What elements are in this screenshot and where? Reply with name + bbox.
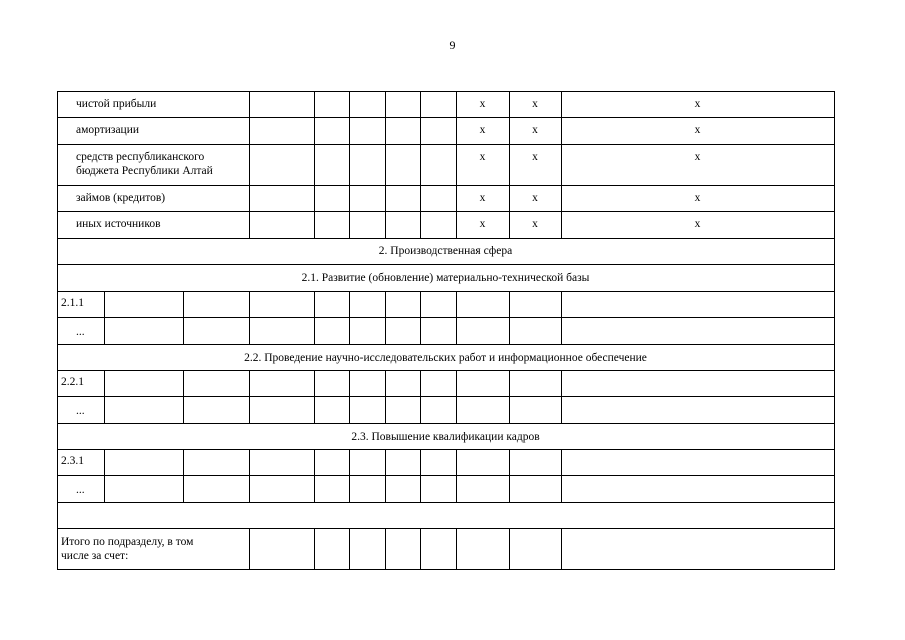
subsection-title: 2.1. Развитие (обновление) материально-технической базы [301, 272, 590, 284]
row-border [57, 91, 835, 92]
not-applicable-mark: x [532, 218, 538, 230]
column-border [456, 91, 457, 238]
row-border [57, 117, 835, 118]
column-border [104, 449, 105, 502]
row-border [57, 344, 835, 345]
table-left-border [57, 91, 58, 569]
page-number: 9 [449, 38, 456, 52]
column-border [349, 91, 350, 238]
not-applicable-mark: x [694, 192, 701, 204]
column-border [249, 370, 250, 423]
item-ellipsis: ... [76, 405, 85, 417]
not-applicable-mark: x [479, 98, 486, 110]
column-border [509, 528, 510, 569]
column-border [314, 528, 315, 569]
row-border [57, 569, 835, 570]
row-border [57, 238, 835, 239]
funding-source-label: чистой прибыли [76, 98, 157, 110]
funding-source-label: средств республиканского [76, 151, 205, 163]
not-applicable-mark: x [532, 151, 538, 163]
row-border [57, 423, 835, 424]
not-applicable-mark: x [694, 98, 701, 110]
item-ellipsis: ... [76, 326, 85, 338]
not-applicable-mark: x [694, 218, 701, 230]
column-border [385, 91, 386, 238]
subsection-title: 2.2. Проведение научно-исследовательских работ и информационное обеспечение [244, 352, 647, 364]
row-border [57, 396, 835, 397]
column-border [104, 370, 105, 423]
item-number: 2.2.1 [61, 376, 84, 388]
column-border [314, 370, 315, 423]
column-border [183, 291, 184, 344]
not-applicable-mark: x [479, 151, 486, 163]
row-border [57, 502, 835, 503]
column-border [456, 291, 457, 344]
row-border [57, 528, 835, 529]
funding-source-label: займов (кредитов) [76, 192, 166, 204]
column-border [314, 291, 315, 344]
column-border [385, 370, 386, 423]
column-border [104, 291, 105, 344]
item-number: 2.3.1 [61, 455, 84, 467]
column-border [561, 528, 562, 569]
column-border [249, 291, 250, 344]
row-border [57, 291, 835, 292]
column-border [349, 528, 350, 569]
column-border [249, 91, 250, 238]
column-border [183, 449, 184, 502]
column-border [349, 291, 350, 344]
total-label: Итого по подразделу, в том [61, 536, 194, 548]
row-border [57, 211, 835, 212]
not-applicable-mark: x [532, 192, 538, 204]
column-border [420, 370, 421, 423]
column-border [349, 449, 350, 502]
not-applicable-mark: x [479, 192, 486, 204]
column-border [509, 91, 510, 238]
row-border [57, 449, 835, 450]
subsection-title: 2.3. Повышение квалификации кадров [351, 431, 540, 443]
not-applicable-mark: x [694, 124, 701, 136]
column-border [349, 370, 350, 423]
column-border [456, 528, 457, 569]
column-border [385, 449, 386, 502]
item-ellipsis: ... [76, 484, 85, 496]
row-border [57, 317, 835, 318]
total-label: числе за счет: [61, 550, 129, 562]
not-applicable-mark: x [479, 218, 486, 230]
column-border [456, 449, 457, 502]
column-border [509, 449, 510, 502]
column-border [249, 528, 250, 569]
column-border [561, 291, 562, 344]
column-border [183, 370, 184, 423]
column-border [314, 449, 315, 502]
column-border [385, 291, 386, 344]
column-border [420, 91, 421, 238]
not-applicable-mark: x [532, 98, 538, 110]
item-number: 2.1.1 [61, 297, 84, 309]
row-border [57, 475, 835, 476]
section-title: 2. Производственная сфера [378, 245, 513, 257]
column-border [385, 528, 386, 569]
not-applicable-mark: x [694, 151, 701, 163]
column-border [509, 370, 510, 423]
funding-source-label: бюджета Республики Алтай [76, 165, 213, 177]
column-border [420, 291, 421, 344]
column-border [561, 91, 562, 238]
not-applicable-mark: x [479, 124, 486, 136]
funding-source-label: амортизации [76, 124, 140, 136]
funding-source-label: иных источников [76, 218, 161, 230]
column-border [456, 370, 457, 423]
column-border [420, 528, 421, 569]
column-border [249, 449, 250, 502]
row-border [57, 370, 835, 371]
column-border [561, 449, 562, 502]
column-border [561, 370, 562, 423]
row-border [57, 264, 835, 265]
not-applicable-mark: x [532, 124, 538, 136]
column-border [420, 449, 421, 502]
column-border [314, 91, 315, 238]
row-border [57, 144, 835, 145]
row-border [57, 185, 835, 186]
table-right-border [834, 91, 835, 569]
column-border [509, 291, 510, 344]
